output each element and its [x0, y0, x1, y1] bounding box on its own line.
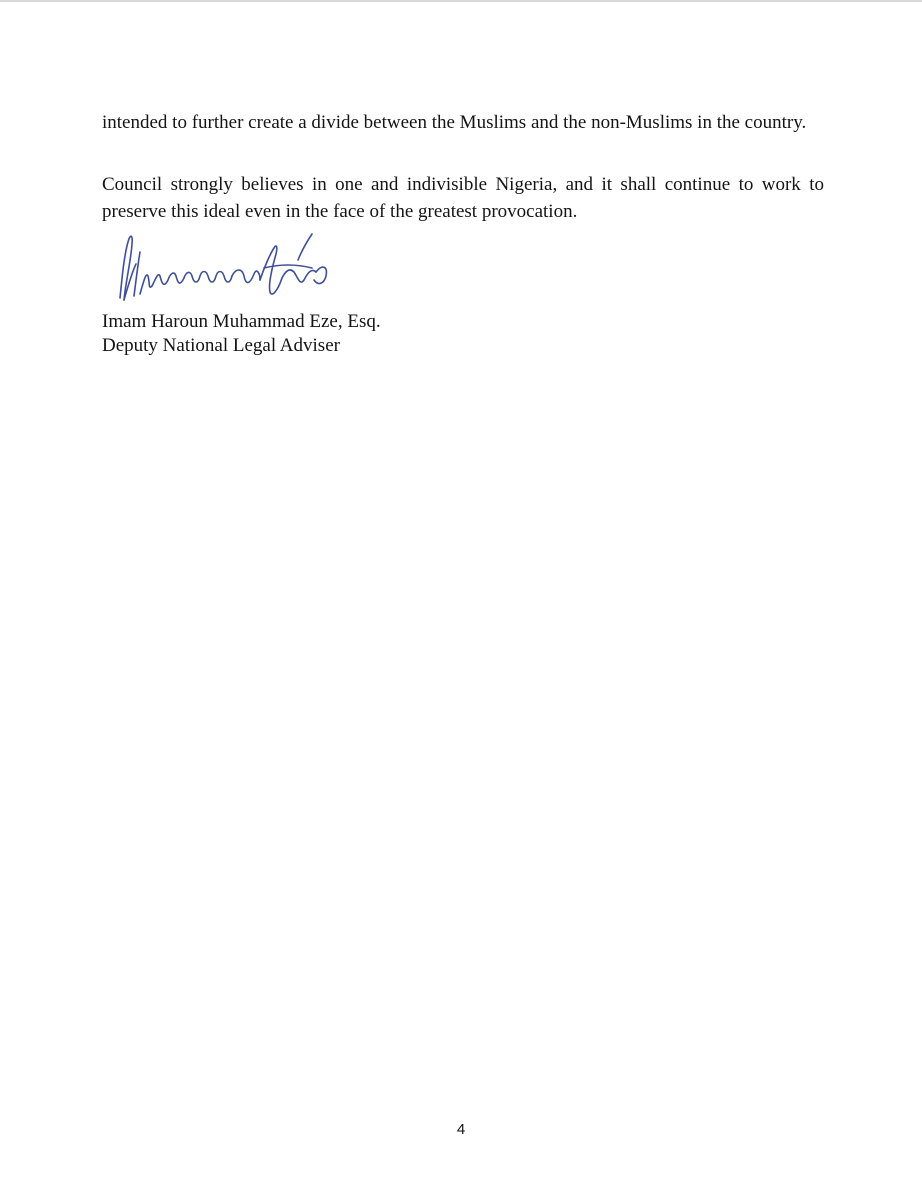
- handwritten-signature: [114, 228, 334, 310]
- page-number: 4: [456, 1121, 466, 1138]
- page-top-edge: [0, 0, 922, 2]
- signatory-name: Imam Haroun Muhammad Eze, Esq.: [102, 311, 381, 332]
- body-paragraph: Council strongly believes in one and indivisible Nigeria, and it shall continue to work to preserve this ideal even in the face of the greatest provocation.: [102, 174, 824, 222]
- signatory-title: Deputy National Legal Adviser: [102, 335, 340, 356]
- body-paragraph: intended to further create a divide between the Muslims and the non-Muslims in the country.: [102, 112, 807, 133]
